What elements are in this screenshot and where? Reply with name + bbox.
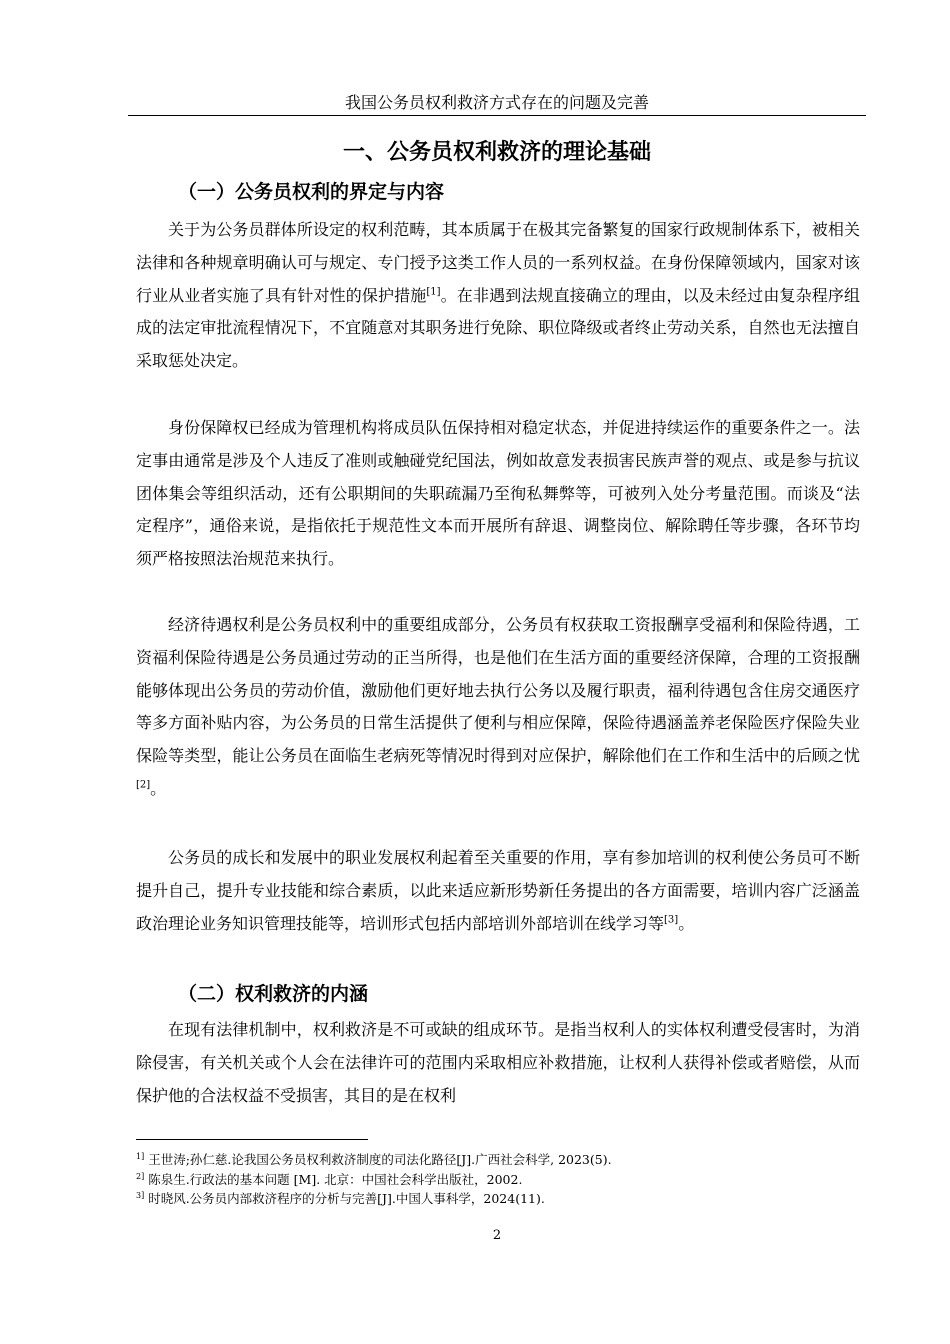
footnote-3-mark: 3] — [136, 1190, 145, 1200]
subsection-title-2: （二）权利救济的内涵 — [178, 983, 369, 1005]
footnote-3-text: 时晓风.公务员内部救济程序的分析与完善[J].中国人事科学，2024(11). — [144, 1191, 545, 1206]
paragraph-1 — [136, 214, 860, 378]
footnote-1 — [136, 1150, 860, 1170]
footnote-2 — [136, 1170, 860, 1190]
paragraph-2-text: 身份保障权已经成为管理机构将成员队伍保持相对稳定状态，并促进持续运作的重要条件之一。法定事由通常是涉及个人违反了准则或触碰党纪国法，例如故意发表损害民族声誉的观点、或是参与抗议团体集会等组织活动，还有公职期间的失职疏漏乃至徇私舞弊等，可被列入处分考量范围。而谈及“法定程序”，通俗来说，是指依托于规范性文本而开展所有辞退、调整岗位、解除聘任等步骤，各环节均须严格按照法治规范来执行。 — [136, 418, 860, 569]
paragraph-1-text-cont: 。在非遇到法规直接确立的理由，以及未经过由复杂程序组成的法定审批流程情况下，不宜随意对其职务进行免除、职位降级或者终止劳动关系，自然也无法擅自采取惩处决定。 — [136, 285, 860, 371]
running-header: 我国公务员权利救济方式存在的问题及完善 — [344, 93, 649, 112]
footnote-3 — [136, 1189, 860, 1209]
paragraph-5-text: 在现有法律机制中，权利救济是不可或缺的组成环节。是指当权利人的实体权利遭受侵害时，为消除侵害，有关机关或个人会在法律许可的范围内采取相应补救措施，让权利人获得补偿或者赔偿，从而保护他的合法权益不受损害，其目的是在权利 — [136, 1020, 860, 1105]
footnote-1-text: 王世涛;孙仁慈.论我国公务员权利救济制度的司法化路径[J].广西社会科学, 2023(5). — [144, 1152, 612, 1167]
citation-3[interactable]: [3] — [664, 914, 679, 926]
citation-2[interactable]: [2] — [136, 779, 151, 791]
footnote-separator — [136, 1139, 368, 1140]
paragraph-5 — [136, 1014, 860, 1112]
footnote-2-text: 陈泉生.行政法的基本问题 [M]. 北京：中国社会科学出版社，2002. — [144, 1171, 523, 1187]
header-rule — [128, 115, 866, 116]
paragraph-4 — [136, 842, 860, 940]
page-number: 2 — [492, 1228, 502, 1243]
paragraph-2 — [136, 412, 860, 576]
footnote-2-mark: 2] — [136, 1171, 145, 1181]
section-title: 一、公务员权利救济的理论基础 — [342, 140, 651, 165]
paragraph-4-text: 公务员的成长和发展中的职业发展权利起着至关重要的作用，享有参加培训的权利使公务员可不断提升自己，提升专业技能和综合素质，以此来适应新形势新任务提出的各方面需要，培训内容广泛涵盖政治理论业务知识管理技能等，培训形式包括内部培训外部培训在线学习等 — [136, 848, 860, 933]
footnote-1-mark: 1] — [136, 1151, 145, 1161]
paragraph-3 — [136, 609, 860, 806]
paragraph-4-text-cont: 。 — [678, 913, 695, 933]
paragraph-1-text: 关于为公务员群体所设定的权利范畴，其本质属于在极其完备繁复的国家行政规制体系下，被相关法律和各种规章明确认可与规定、专门授予这类工作人员的一系列权益。在身份保障领域内，国家对该行业从业者实施了具有针对性的保护措施 — [136, 220, 860, 305]
paragraph-3-text: 经济待遇权利是公务员权利中的重要组成部分，公务员有权获取工资报酬享受福利和保险待遇，工资福利保险待遇是公务员通过劳动的正当所得，也是他们在生活方面的重要经济保障，合理的工资报酬能够体现出公务员的劳动价值，激励他们更好地去执行公务以及履行职责，福利待遇包含住房交通医疗等多方面补贴内容，为公务员的日常生活提供了便利与相应保障，保险待遇涵盖养老保险医疗保险失业保险等类型，能让公务员在面临生老病死等情况时得到对应保护，解除他们在工作和生活中的后顾之忧 — [136, 615, 860, 766]
subsection-title-1: （一）公务员权利的界定与内容 — [178, 181, 445, 203]
footnotes — [136, 1150, 860, 1209]
paragraph-3-text-cont: 。 — [150, 778, 167, 798]
citation-1[interactable]: [1] — [426, 286, 441, 298]
